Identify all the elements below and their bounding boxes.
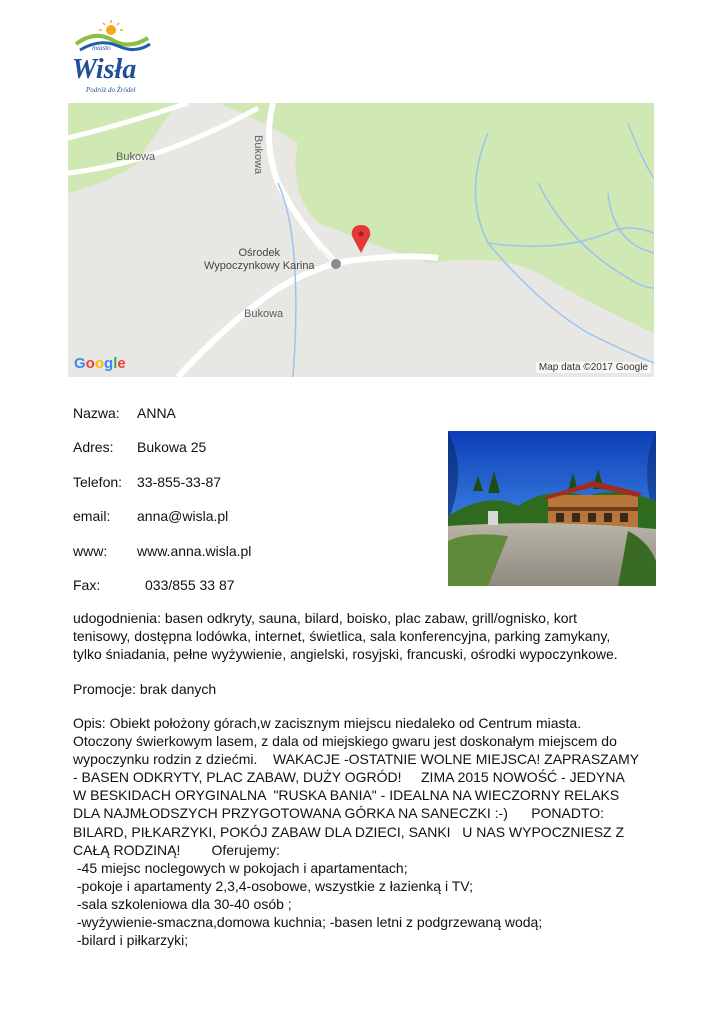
description-line: DLA NAJMŁODSZYCH PRZYGOTOWANA GÓRKA NA SANECZKI :-) PONADTO: bbox=[73, 805, 605, 822]
description-line: Opis: Obiekt położony górach,w zacisznym miejscu niedaleko od Centrum miasta. bbox=[73, 715, 582, 731]
email-value[interactable]: anna@wisla.pl bbox=[137, 508, 229, 524]
sun-icon bbox=[106, 25, 116, 35]
photo-graphic bbox=[448, 431, 656, 586]
amenities-paragraph bbox=[73, 609, 633, 663]
wisla-logo bbox=[70, 18, 154, 96]
road-label-bukowa: Bukowa bbox=[116, 151, 156, 163]
www-value[interactable]: www.anna.wisla.pl bbox=[137, 543, 252, 559]
info-www bbox=[73, 542, 252, 560]
pin-dot bbox=[359, 232, 364, 237]
name-label: Nazwa: bbox=[73, 405, 120, 421]
description-line: CAŁĄ RODZINĄ! Oferujemy: bbox=[73, 841, 280, 858]
description-paragraph bbox=[73, 714, 645, 949]
www-label: www: bbox=[73, 543, 108, 559]
address-label: Adres: bbox=[73, 439, 114, 455]
description-line: Otoczony świerkowym lasem, z dala od miejskiego gwaru jest doskonałym miejscem do bbox=[73, 733, 617, 750]
info-email bbox=[73, 507, 229, 525]
description-line: wypoczynku rodzin z dziećmi. WAKACJE -OSTATNIE WOLNE MIEJSCA! ZAPRASZAMY bbox=[73, 751, 640, 768]
map-graphic bbox=[68, 103, 654, 377]
info-fax bbox=[73, 576, 235, 594]
info-name bbox=[73, 404, 176, 422]
road-label-bukowa-vertical: Bukowa bbox=[252, 135, 264, 175]
google-logo: Google bbox=[74, 355, 126, 372]
amenities-line: udogodnienia: basen odkryty, sauna, bilard, boisko, plac zabaw, grill/ognisko, kort bbox=[73, 610, 578, 626]
logo-graphic bbox=[70, 18, 154, 96]
road-label-bukowa-south: Bukowa bbox=[244, 308, 284, 320]
description-line: -bilard i piłkarzyki; bbox=[73, 932, 189, 949]
hotel-icon bbox=[331, 259, 341, 269]
logo-brand: Wisła bbox=[72, 54, 137, 85]
description-line: -sala szkoleniowa dla 30-40 osób ; bbox=[73, 895, 292, 912]
description-line: W BESKIDACH ORYGINALNA "RUSKA BANIA" - IDEALNA NA WIECZORNY RELAKS bbox=[73, 787, 620, 804]
logo-small-text: miasto bbox=[92, 44, 111, 52]
logo-tagline: Podróż do Źródeł bbox=[86, 86, 136, 94]
description-line: BILARD, PIŁKARZYKI, POKÓJ ZABAW DLA DZIECI, SANKI U NAS WYPOCZNIESZ Z bbox=[73, 823, 625, 840]
info-phone bbox=[73, 473, 222, 491]
description-line: -pokoje i apartamenty 2,3,4-osobowe, wszystkie z łazienką i TV; bbox=[73, 877, 473, 894]
name-value: ANNA bbox=[137, 405, 176, 421]
address-value: Bukowa 25 bbox=[137, 439, 207, 455]
amenities-line: tenisowy, dostępna lodówka, internet, świetlica, sala konferencyjna, parking zamykany, bbox=[73, 628, 611, 645]
fax-label: Fax: bbox=[73, 577, 101, 593]
fax-value: 033/855 33 87 bbox=[145, 577, 235, 593]
promotions-text: Promocje: brak danych bbox=[73, 681, 217, 697]
description-line: - BASEN ODKRYTY, PLAC ZABAW, DUŻY OGRÓD! ZIMA 2015 NOWOŚĆ - JEDYNA bbox=[73, 769, 625, 786]
resort-photo bbox=[448, 431, 656, 586]
description-line: -45 miejsc noclegowych w pokojach i apartamentach; bbox=[73, 859, 408, 876]
description-line: -wyżywienie-smaczna,domowa kuchnia; -basen letni z podgrzewaną wodą; bbox=[73, 914, 543, 931]
location-map[interactable] bbox=[68, 103, 654, 377]
info-address bbox=[73, 438, 207, 456]
email-label: email: bbox=[73, 508, 111, 524]
poi-label: Ośrodek Wypoczynkowy Karina bbox=[204, 247, 315, 272]
phone-label: Telefon: bbox=[73, 474, 123, 490]
amenities-line: tylko śniadania, pełne wyżywienie, angielski, rosyjski, francuski, ośrodki wypoczynkowe. bbox=[73, 646, 618, 663]
map-attribution[interactable]: Map data ©2017 Google bbox=[536, 362, 651, 373]
phone-value: 33-855-33-87 bbox=[137, 474, 222, 490]
